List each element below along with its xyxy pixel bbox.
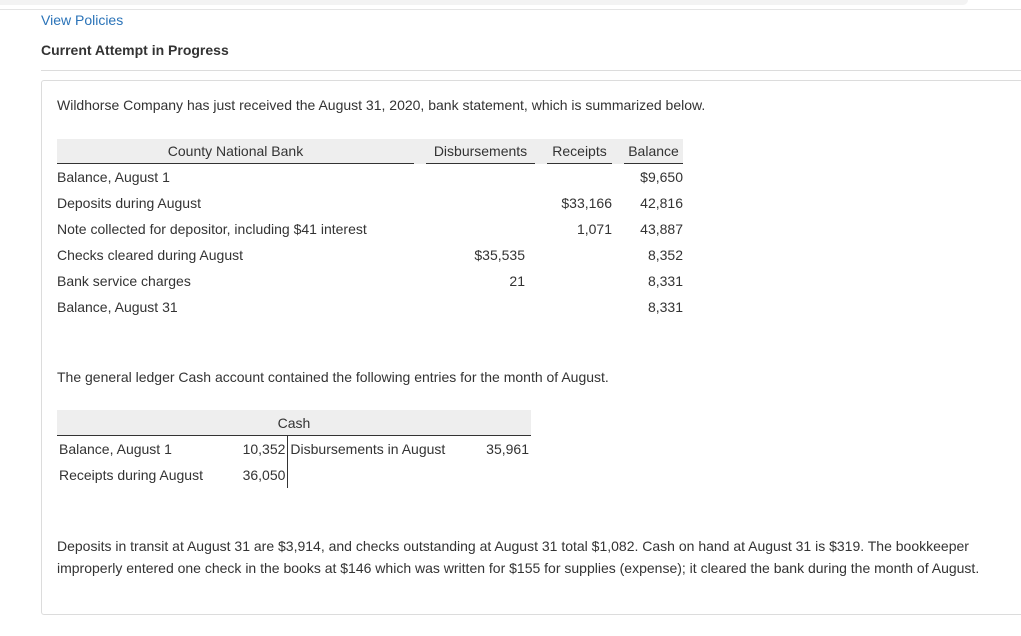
- receipts-cell: 1,071: [576, 221, 612, 237]
- credit-label: Disbursements in August: [290, 441, 446, 457]
- debit-amount: 36,050: [233, 462, 288, 488]
- table-row: [57, 462, 531, 488]
- view-policies-link[interactable]: View Policies: [41, 12, 124, 28]
- debit-label: Receipts during August: [59, 467, 203, 483]
- column-header-bank: County National Bank: [57, 139, 414, 164]
- row-label: Balance, August 31: [57, 299, 178, 315]
- cash-account-header: [57, 410, 531, 436]
- receipts-cell: [547, 268, 612, 294]
- ledger-intro: The general ledger Cash account contained the following entries for the month of August.: [57, 369, 609, 385]
- table-row: [57, 190, 683, 216]
- disbursements-cell: [426, 216, 535, 242]
- disbursements-cell: 21: [509, 273, 525, 289]
- column-header-balance: Balance: [624, 139, 683, 164]
- table-row: [57, 436, 531, 463]
- receipts-cell: [547, 242, 612, 268]
- balance-cell: 42,816: [640, 195, 683, 211]
- additional-info: Deposits in transit at August 31 are $3,914, and checks outstanding at August 31 total $1,082. Cash on hand at August 31 is $319. The bookkeeper improperly entered one check in the books at $146 which was written for $155 for supplies (expense); it cleared the bank during the month of August.: [57, 538, 980, 576]
- debit-label: Balance, August 1: [59, 441, 172, 457]
- section-divider: [41, 70, 1021, 71]
- column-header-receipts: Receipts: [547, 139, 612, 164]
- credit-amount: 35,961: [486, 441, 529, 457]
- cash-account-title: Cash: [57, 410, 531, 436]
- receipts-cell: [547, 164, 612, 191]
- balance-cell: 43,887: [640, 221, 683, 237]
- table-row: [57, 216, 683, 242]
- disbursements-cell: [426, 164, 535, 191]
- row-label: Checks cleared during August: [57, 247, 243, 263]
- column-header-disbursements: Disbursements: [426, 139, 535, 164]
- attempt-status-heading: Current Attempt in Progress: [41, 42, 229, 58]
- balance-cell: 8,331: [647, 273, 683, 289]
- disbursements-cell: $35,535: [474, 247, 525, 263]
- row-label: Bank service charges: [57, 273, 191, 289]
- table-row: [57, 294, 683, 320]
- disbursements-cell: [426, 294, 535, 320]
- debit-amount: 10,352: [233, 436, 288, 463]
- table-row: [57, 268, 683, 294]
- bank-statement-header: [57, 139, 683, 164]
- table-row: [57, 242, 683, 268]
- row-label: Balance, August 1: [57, 169, 170, 185]
- disbursements-cell: [426, 190, 535, 216]
- row-label: Note collected for depositor, including $41 interest: [57, 221, 367, 237]
- receipts-cell: $33,166: [561, 195, 612, 211]
- balance-cell: 8,352: [647, 247, 683, 263]
- balance-cell: 8,331: [647, 299, 683, 315]
- cash-t-account: [57, 410, 531, 488]
- balance-cell: $9,650: [640, 169, 683, 185]
- top-divider: [0, 9, 1021, 10]
- top-scroll-strip: [0, 0, 968, 5]
- row-label: Deposits during August: [57, 195, 201, 211]
- problem-intro: Wildhorse Company has just received the August 31, 2020, bank statement, which is summarized below.: [57, 97, 706, 113]
- receipts-cell: [547, 294, 612, 320]
- table-row: [57, 164, 683, 191]
- bank-statement-table: [57, 139, 683, 320]
